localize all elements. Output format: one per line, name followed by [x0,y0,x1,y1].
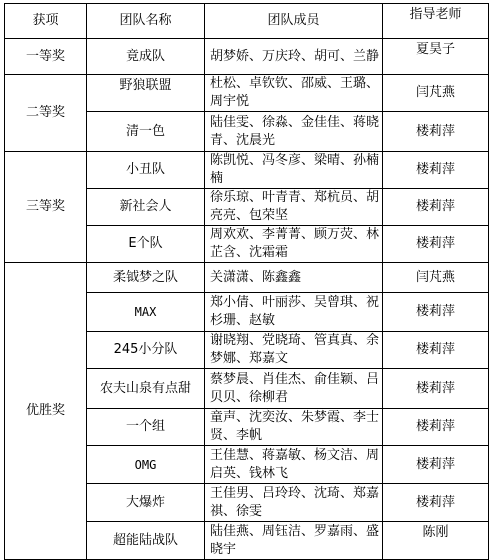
team-name: 一个组 [87,409,205,446]
team-members: 周欢欢、李菁菁、顾万荧、林芷含、沈霜霜 [205,226,383,263]
header-members: 团队成员 [205,4,383,39]
award-cell: 一等奖 [5,39,87,75]
team-members: 关潇潇、陈鑫鑫 [205,263,383,293]
team-members: 谢晓翔、党晓琦、管真真、余梦娜、郑嘉文 [205,332,383,369]
team-name: 农夫山泉有点甜 [87,369,205,409]
team-members: 童声、沈奕汝、朱梦霞、李士贤、李帆 [205,409,383,446]
team-name: MAX [87,293,205,332]
header-advisor: 指导老师 [383,4,489,39]
advisor: 陈刚 [383,522,489,560]
team-name: E个队 [87,226,205,263]
advisor: 楼莉萍 [383,446,489,484]
team-members: 陈凯悦、冯冬彦、梁晴、孙楠楠 [205,152,383,189]
header-team: 团队名称 [87,4,205,39]
team-name: 柔钺梦之队 [87,263,205,293]
team-name: 新社会人 [87,189,205,226]
team-name: 清一色 [87,112,205,152]
advisor: 闫芃燕 [383,75,489,112]
team-name: OMG [87,446,205,484]
advisor: 楼莉萍 [383,293,489,332]
advisor: 楼莉萍 [383,369,489,409]
team-members: 蔡梦晨、肖佳杰、俞佳颖、吕贝贝、徐柳君 [205,369,383,409]
advisor: 楼莉萍 [383,409,489,446]
team-members: 王佳慧、蒋嘉敏、杨文洁、周启英、钱林飞 [205,446,383,484]
team-members: 郑小倩、叶丽莎、吴曾琪、祝杉珊、赵敏 [205,293,383,332]
advisor: 夏昊子 [383,39,489,75]
table-row [5,152,489,189]
team-name: 小丑队 [87,152,205,189]
team-name: 超能陆战队 [87,522,205,560]
team-name: 竟成队 [87,39,205,75]
team-members: 陆佳燕、周钰洁、罗嘉雨、盛晓宇 [205,522,383,560]
advisor: 楼莉萍 [383,112,489,152]
team-members: 徐乐琼、叶青青、郑杭员、胡亮亮、包荣坚 [205,189,383,226]
award-cell: 优胜奖 [5,263,87,560]
table-row [5,75,489,112]
awards-table [4,3,489,560]
advisor: 楼莉萍 [383,484,489,522]
advisor: 楼莉萍 [383,152,489,189]
team-name: 245小分队 [87,332,205,369]
team-name: 野狼联盟 [87,75,205,112]
team-members: 王佳男、吕玲玲、沈琦、郑嘉祺、徐雯 [205,484,383,522]
advisor: 楼莉萍 [383,189,489,226]
team-members: 胡梦娇、万庆玲、胡可、兰静 [205,39,383,75]
advisor: 闫芃燕 [383,263,489,293]
advisor: 楼莉萍 [383,332,489,369]
table-row [5,263,489,293]
team-members: 杜松、卓钦钦、邵威、王璐、周宇悦 [205,75,383,112]
team-members: 陆佳雯、徐淼、金佳佳、蒋晓青、沈晨光 [205,112,383,152]
award-cell: 三等奖 [5,152,87,263]
award-cell: 二等奖 [5,75,87,152]
advisor: 楼莉萍 [383,226,489,263]
team-name: 大爆炸 [87,484,205,522]
awards-table-frame [4,3,488,557]
table-row [5,39,489,75]
header-award: 获项 [5,4,87,39]
header-row [5,4,489,39]
